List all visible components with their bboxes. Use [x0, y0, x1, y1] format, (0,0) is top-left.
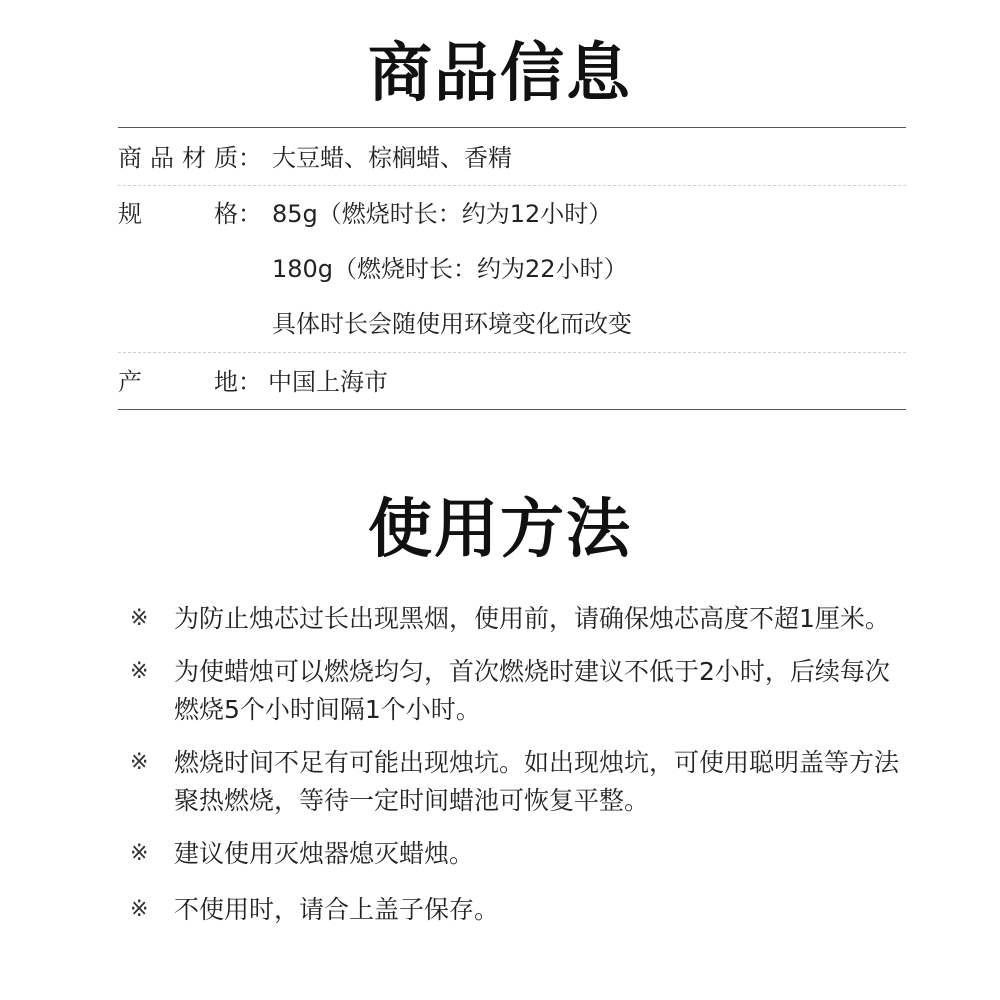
spec-label	[118, 199, 262, 229]
usage-title: 使用方法	[368, 493, 632, 567]
row-divider	[118, 352, 906, 353]
label-char: 格	[214, 200, 238, 228]
row-divider	[118, 185, 906, 186]
label-char: 质	[214, 144, 238, 172]
spec-value-note: 具体时长会随使用环境变化而改变	[272, 310, 632, 338]
spec-value-85g: 85g（燃烧时长：约为12小时）	[272, 200, 613, 228]
usage-note	[128, 835, 908, 873]
label-colon: ：	[238, 144, 262, 172]
spec-value-180g: 180g（燃烧时长：约为22小时）	[272, 255, 628, 283]
product-info-title: 商品信息	[368, 37, 632, 111]
label-colon: ：	[238, 368, 262, 396]
label-char: 商	[118, 144, 142, 172]
usage-note	[128, 653, 908, 729]
label-char: 材	[182, 144, 206, 172]
label-char: 产	[118, 368, 142, 396]
usage-note-text: 建议使用灭烛器熄灭蜡烛。	[174, 839, 475, 868]
usage-note-text: 燃烧时间不足有可能出现烛坑。如出现烛坑，可使用聪明盖等方法聚热燃烧，等待一定时间蜡池可恢复平整。	[174, 748, 900, 815]
origin-label	[118, 367, 262, 397]
reference-mark-icon: ※	[130, 897, 149, 922]
usage-note-text: 为使蜡烛可以燃烧均匀，首次燃烧时建议不低于2小时，后续每次燃烧5个小时间隔1个小时。	[174, 657, 890, 724]
label-char: 品	[150, 144, 174, 172]
origin-value: 中国上海市	[268, 368, 388, 396]
top-divider	[118, 127, 906, 128]
usage-note-text: 为防止烛芯过长出现黑烟，使用前，请确保烛芯高度不超1厘米。	[174, 604, 890, 633]
bottom-divider	[118, 409, 906, 410]
material-value: 大豆蜡、棕榈蜡、香精	[272, 144, 512, 172]
reference-mark-icon: ※	[130, 659, 149, 684]
label-char: 地	[214, 368, 238, 396]
reference-mark-icon: ※	[130, 750, 149, 775]
reference-mark-icon: ※	[130, 606, 149, 631]
material-label	[118, 143, 262, 173]
usage-note	[128, 891, 908, 929]
reference-mark-icon: ※	[130, 841, 149, 866]
usage-note-text: 不使用时，请合上盖子保存。	[174, 895, 500, 924]
usage-notes	[128, 600, 908, 944]
label-colon: ：	[238, 200, 262, 228]
usage-note	[128, 600, 908, 638]
usage-note	[128, 744, 908, 820]
label-char: 规	[118, 200, 142, 228]
